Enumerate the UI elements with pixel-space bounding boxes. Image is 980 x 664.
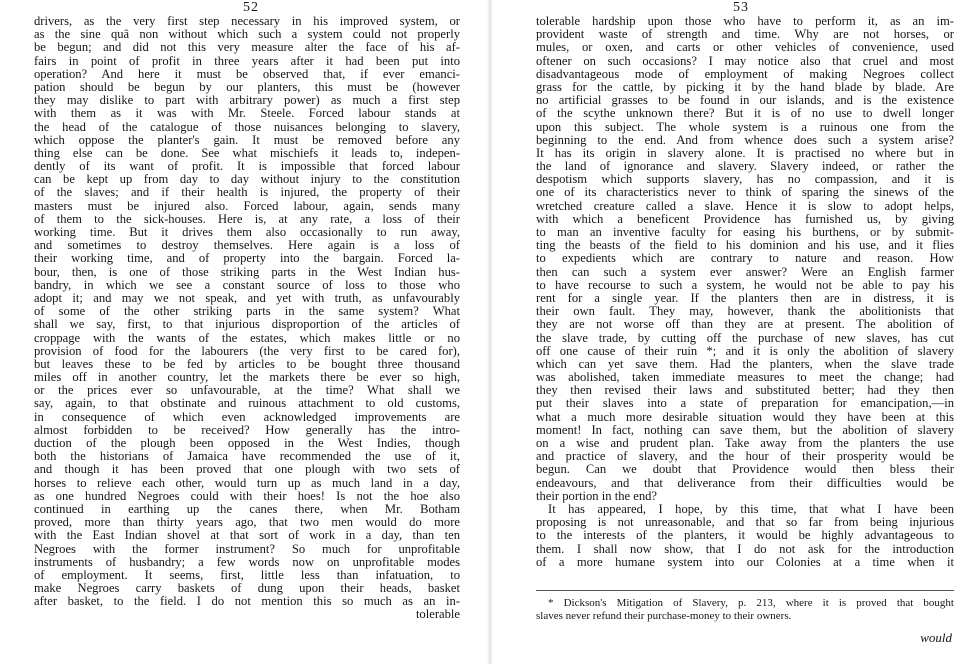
text-line: one of its characteristics never to think of sparing the sinews of the (536, 185, 954, 200)
text-line: can be kept up from day to day without injury to the constitution (34, 172, 460, 187)
text-line: fairs in point of profit in three years after it had been put into (34, 53, 460, 68)
catch-line: tolerable (415, 607, 460, 622)
text-line: of a more humane system into our Colonies at a time when it (536, 554, 954, 569)
text-line: horses to relieve each other, would turn up as much land in a day, (34, 475, 460, 490)
text-line: masters must be injured also. Forced labour, again, sends many (34, 198, 460, 213)
text-line: grass for the cattle, by picking it by the hand blade by blade. Are (536, 79, 954, 94)
text-line: to expedients which are contrary to nature and reason. How (536, 251, 954, 266)
text-line: but leaves these to be fed by articles to be bought three thousand (34, 356, 460, 371)
text-line: operation? And here it must be observed that, if ever emanci- (34, 66, 460, 81)
text-line: make Negroes carry baskets of dung upon their heads, basket (34, 581, 460, 596)
text-line: as the sine quâ non without which such a system could not properly (34, 27, 460, 42)
footnote-divider (536, 590, 954, 591)
text-line: oftener on such occasions? I may notice also that cruel and most (536, 53, 954, 68)
text-line: the land of ignorance and slavery. Slavery indeed, or rather the (536, 159, 954, 174)
right-page-text (536, 15, 954, 569)
text-line: disadvantageous mode of employment of making Negroes collect (536, 66, 954, 81)
text-line: * Dickson's Mitigation of Slavery, p. 213, where it is proved that bought (548, 597, 954, 609)
text-line: put their slaves into a state of preparation for emancipation,—in (536, 396, 954, 411)
text-line: working time. But it drives them also occasionally to run away, (34, 225, 460, 239)
text-line: and sometimes to destroy themselves. Here again is a loss of (34, 238, 460, 253)
text-line: proved, more than thirty years ago, that two men would do more (34, 515, 460, 530)
text-line: despotism which supports slavery, has no compassion, and it is (536, 172, 954, 187)
text-line: their portion in the end? (536, 488, 658, 503)
text-line: tolerable hardship upon those who have to perform it, as an im- (536, 14, 954, 28)
text-line: the slave trade, by cutting off the purchase of new slaves, has cut (536, 330, 954, 345)
text-line: of the scythe unknown there? But it is of no use to dwell longer (536, 106, 954, 121)
page-number-left: 52 (243, 0, 259, 15)
text-line: and practice of slavery, and the hour of their prosperity would be (536, 449, 954, 464)
text-line: croppage with the wants of the estates, which makes little or no (34, 330, 460, 345)
text-line: proposing is not unreasonable, and that so far from being injurious (536, 515, 954, 530)
text-line: continued in earthing up the canes there, when Mr. Botham (34, 501, 460, 516)
text-line: say, again, to that obstinate and ruinous attachment to old customs, (34, 396, 460, 411)
text-line: no artificial grasses to be found in our islands, and is the existence (536, 93, 954, 108)
text-line: beginning to the end. And from whence does such a system arise? (536, 132, 954, 147)
text-line: off one cause of their ruin *; and it is only the abolition of slavery (536, 343, 954, 358)
text-line: the head of the catalogue of those nuisances belonging to slavery, (34, 119, 460, 134)
text-line: on a wise and prudent plan. Take away from the planters the use (536, 436, 954, 450)
text-line: mules, or oxen, and carts or other vehicles of convenience, used (536, 40, 954, 55)
text-line: was abolished, taken immediate measures to meet the change; had (536, 370, 954, 385)
text-line: dently of its want of profit. It is impossible that forced labour (34, 159, 460, 174)
page-number-right: 53 (733, 0, 749, 15)
text-line: their working time, and of property into the bargain. Forced la- (34, 251, 460, 266)
text-line: or the prices ever so unfavourable, at the time? What shall we (34, 383, 460, 398)
text-line: to the interests of the planters, it would be highly advantageous to (536, 528, 954, 543)
text-line: provision of food for the labourers (the very first to be cared for), (34, 343, 460, 358)
text-line: which oppose the planter's gain. It must be removed before any (34, 132, 460, 147)
text-line: endeavours, and that deliverance from their difficulties would be (536, 475, 954, 490)
text-line: after basket, to the field. I do not mention this so much as an in- (34, 594, 460, 609)
catchword: would (920, 630, 952, 645)
text-line: they are not worse off than they are at present. The abolition of (536, 317, 954, 332)
text-line: they may dislike to part with arbitrary power) as much a first step (34, 93, 460, 108)
text-line: them. I shall now show, that I do not ask for the introduction (536, 541, 954, 556)
text-line: with them as it was with Mr. Steele. Forced labour stands at (34, 106, 460, 121)
text-line: instruments of husbandry; a few words now on unprofitable modes (34, 554, 460, 569)
text-line: It has its origin in slavery alone. It is practised no where but in (536, 145, 954, 160)
text-line: adopt it; and may we not speak, and yet with truth, as unfavourably (34, 290, 460, 305)
text-line: of them to the sick-houses. Here is, at any rate, a loss of their (34, 211, 460, 226)
text-line: which can yet save them. Had the planters, when the slave trade (536, 356, 954, 371)
text-line: be begun; and did not this very measure alter the face of his af- (34, 40, 460, 55)
text-line: both the historians of Jamaica have recommended the use of it, (34, 449, 460, 464)
right-page (490, 0, 980, 664)
text-line: bour, then, is one of those striking parts in the West Indian hus- (34, 264, 460, 279)
text-line: pation should be begun by our planters, this must be (however (34, 79, 460, 94)
left-page-text (34, 15, 460, 622)
text-line: of the slaves; and if their health is injured, the property of their (34, 185, 460, 200)
text-line: as one hundred Negroes could with their hoes! Is not the hoe also (34, 488, 460, 503)
text-line: and though it has been proved that one plough with two sets of (34, 462, 460, 477)
text-line: with which a beneficent Providence has furnished us, by giving (536, 211, 954, 226)
text-line: in consequence of which even acknowledged improvements are (34, 409, 460, 424)
text-line: to have recourse to such a system, he would not be able to pay his (536, 277, 954, 292)
text-line: duction of the plough been opposed in the West Indies, though (34, 436, 460, 450)
text-line: Negroes with the former instrument? So much for unprofitable (34, 541, 460, 556)
footnote (536, 597, 954, 622)
text-line: to man an inventive faculty for easing his burthens, or by submit- (536, 225, 954, 239)
text-line: thing else can be done. See what mischiefs it leads to, indepen- (34, 145, 460, 160)
text-line: wretched creature called a slave. Hence it is slow to adopt helps, (536, 198, 954, 213)
text-line: with the East Indian shovel at that sort of work in a day, than ten (34, 528, 460, 543)
text-line: shall we say, first, to that injurious disproportion of the articles of (34, 317, 460, 332)
text-line: provident waste of strength and time. Why are not horses, or (536, 27, 954, 42)
text-line: ting the beasts of the field to his dominion and his use, and it flies (536, 238, 954, 253)
text-line: bandry, in which we see a constant source of loss to those who (34, 277, 460, 292)
text-line: moment! In fact, nothing can save them, but the abolition of slavery (536, 422, 954, 437)
text-line: upon this subject. The whole system is a ruinous one from the (536, 119, 954, 134)
text-line: then can such a system ever answer? Were an English farmer (536, 264, 954, 279)
text-line: their own fault. They may, however, thank the abolitionists that (536, 304, 954, 319)
text-line: rent for a single year. If the planters then are in distress, it is (536, 290, 954, 305)
text-line: of employment. It seems, first, little less than infatuation, to (34, 567, 460, 582)
text-line: miles off in another country, let the markets there be ever so high, (34, 370, 460, 385)
text-line: It has appeared, I hope, by this time, that what I have been (548, 501, 954, 516)
text-line: of some of the other striking parts in the same system? What (34, 304, 460, 319)
text-line: slaves never refund their purchase-money to their owners. (536, 609, 792, 622)
text-line: drivers, as the very first step necessary in his improved system, or (34, 14, 460, 28)
text-line: almost forbidden to be received? How generally has the intro- (34, 422, 460, 437)
text-line: begun. Can we doubt that Providence would then bless their (536, 462, 954, 477)
text-line: what a much more desirable situation would they have been at this (536, 409, 954, 424)
text-line: they then revised their laws and substituted better; had they then (536, 383, 954, 398)
